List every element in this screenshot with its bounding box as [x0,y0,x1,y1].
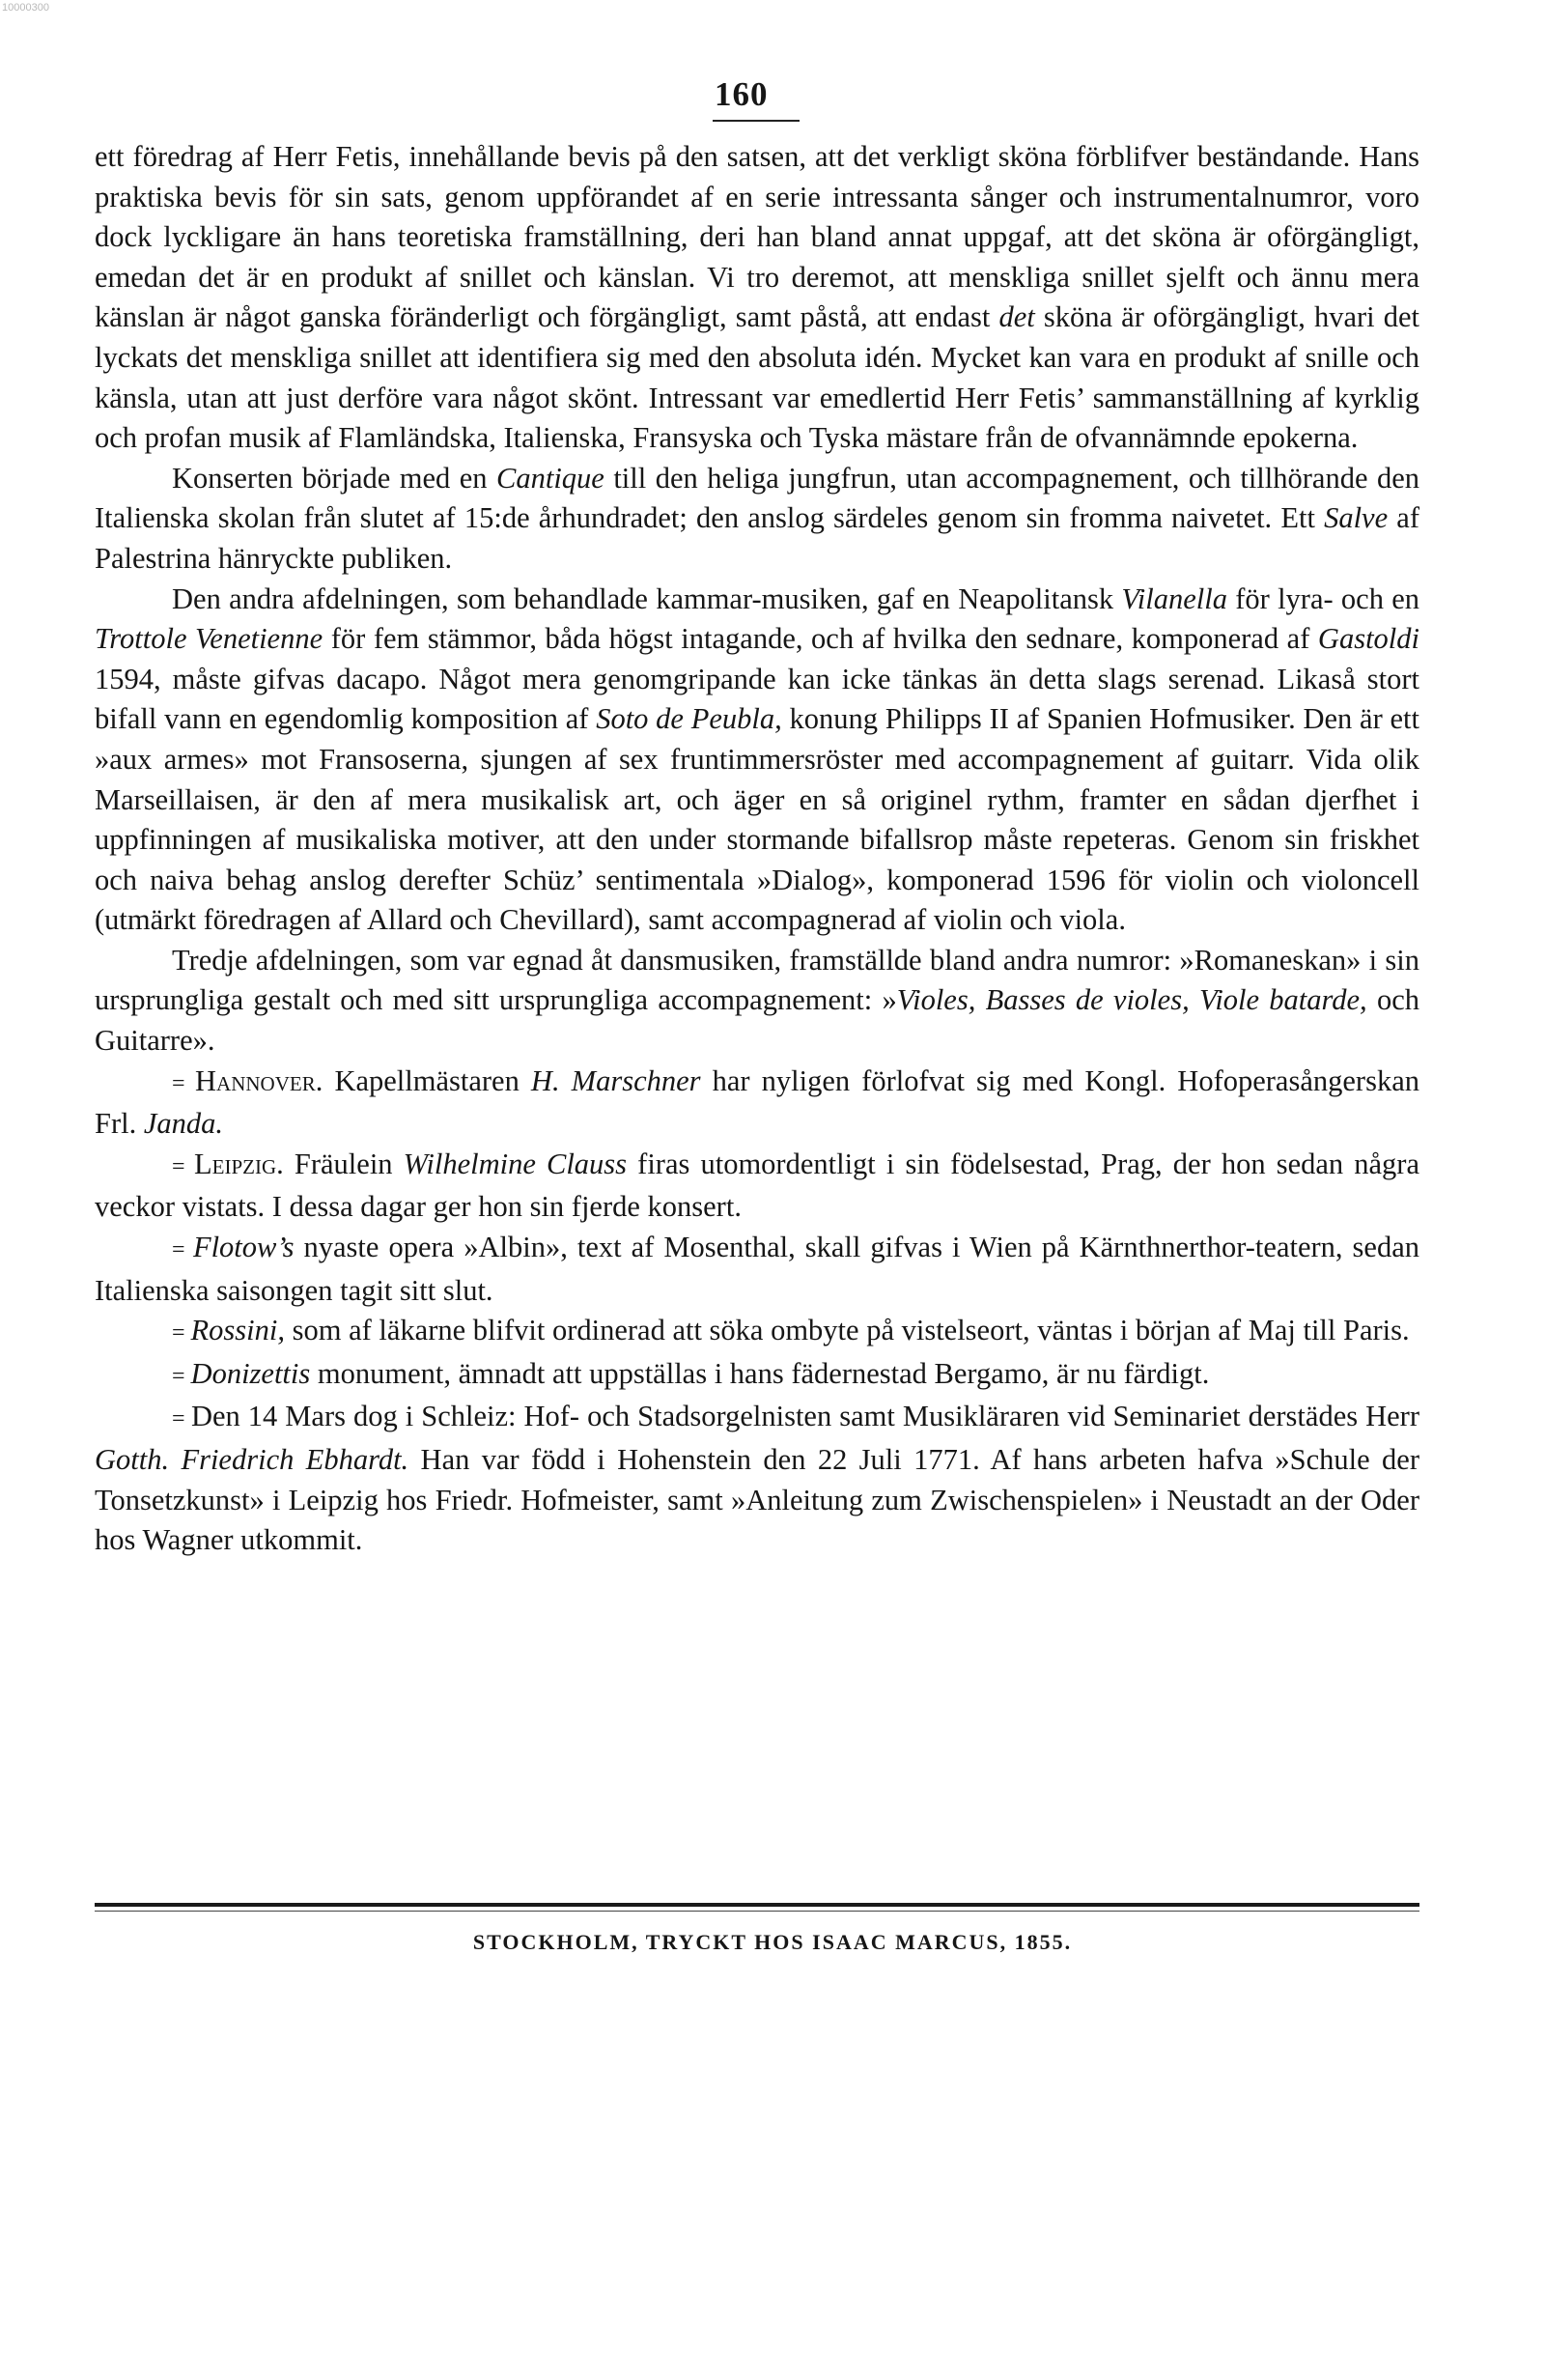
footer-rule-thin [95,1911,1419,1912]
text-run: har nyligen förlofvat sig med Kongl. Hofoperasångerskan Frl. [95,1063,1419,1141]
text-run: Den andra afdelningen, som behandlade kammar-musiken, gaf en Neapolitansk [172,581,1122,615]
text-run: Kapellmästaren [323,1063,531,1097]
italic-run: Salve [1324,501,1389,535]
italic-run: Violes, Basses de violes, Viole batarde, [896,983,1367,1017]
text-run: och Guitarre». [95,983,1419,1058]
place-heading: Leipzig. [194,1147,284,1180]
page-number: 160 [715,75,769,113]
text-run: konung Philipps II af Spanien Hofmusiker. Den är ett »aux armes» mot Fransoserna, sjungen af sex fruntimmersröster med accompagnement af guitarr. Vida olik Marseillaisen, är den af mera musikalisk art, och äger en så originel rythm, framter en sådan djerfhet i uppfinningen af musikaliska motiver, att den under stormande bifallsrop måste repeteras. Genom sin friskhet och naiva behag anslog derefter Schüz’ sentimentala »Dialog», komponerad 1596 för violin och violoncell (utmärkt föredragen af Allard och Chevillard), samt accompagnerad af violin och viola. [95,702,1419,937]
text-run: firas utomordentligt i sin födelsestad, Prag, der hon sedan några veckor vistats. I dessa dagar ger hon sin fjerde konsert. [95,1147,1419,1224]
news-item-flotow [95,1228,1419,1311]
printer-imprint: STOCKHOLM, TRYCKT HOS ISAAC MARCUS, 1855. [472,1930,1073,1954]
italic-run: Janda. [143,1107,224,1141]
italic-run: Gotth. Friedrich Ebhardt. [95,1443,409,1476]
italic-run: H. Marschner [530,1063,701,1097]
place-heading: Hannover. [195,1063,323,1097]
italic-run: Trottole Venetienne [95,622,323,656]
text-run: af Palestrina hänryckte publiken. [95,501,1419,575]
italic-run: det [998,300,1035,334]
text-run: Tredje afdelningen, som var egnad åt dansmusiken, framställde bland andra numror: »Romaneskan» i sin ursprungliga gestalt och med sitt ursprungliga accompagnement: » [95,943,1419,1017]
text-run: monument, ämnadt att uppställas i hans fädernestad Bergamo, är nu färdigt. [310,1356,1210,1390]
news-item-hannover [95,1062,1419,1145]
news-item-rossini [95,1311,1419,1354]
italic-run: Gastoldi [1317,622,1419,656]
italic-run: Flotow’s [192,1231,295,1264]
archive-id: 10000300 [2,2,49,14]
text-run: Fräulein [283,1147,404,1180]
italic-run: Donizettis [190,1356,311,1390]
news-item-leipzig [95,1145,1419,1228]
italic-run: Rossini, [190,1314,285,1347]
paragraph-concert-opening [95,459,1419,580]
italic-run: Soto de Peubla, [596,702,782,736]
news-separator: = [172,1237,193,1263]
italic-run: Cantique [496,461,604,495]
news-item-donizetti [95,1354,1419,1398]
text-run: som af läkarne blifvit ordinerad att söka ombyte på vistelseort, väntas i början af Maj till Paris. [285,1314,1410,1347]
text-run: Konserten började med en [172,461,497,495]
text-run: 1594, måste gifvas dacapo. Något mera genomgripande kan icke tänkas än detta slags serenad. Likaså stort bifall vann en egendomlig komposition af [95,662,1419,736]
news-separator: = [172,1070,196,1096]
news-item-obituary [95,1397,1419,1560]
italic-run: Wilhelmine Clauss [403,1147,628,1180]
news-separator: = [172,1153,195,1179]
footer-rule-thick [95,1903,1419,1907]
paragraph-dance-music [95,941,1419,1062]
paragraph-lecture-review [95,137,1419,459]
text-run: till den heliga jungfrun, utan accompagnement, och tillhörande den Italienska skolan från slutet af 15:de århundradet; den anslog särdeles genom sin fromma naivetet. Ett [95,461,1419,535]
article-body [95,137,1419,1561]
text-run: Han var född i Hohenstein den 22 Juli 1771. Af hans arbeten hafva »Schule der Tonsetzkunst» i Leipzig hos Friedr. Hofmeister, samt »Anleitung zum Zwischenspielen» i Neustadt an der Oder hos Wagner utkommit. [95,1443,1419,1557]
page-number-underline [713,120,800,122]
news-separator: = [172,1406,191,1432]
text-run: ett föredrag af Herr Fetis, innehållande bevis på den satsen, att det verkligt sköna förblifver beständande. Hans praktiska bevis för sin sats, genom uppförandet af en serie intressanta sånger och instrumentalnumror, voro dock lyckligare än hans teoretiska framställning, deri han bland annat uppgaf, att det sköna är oförgängligt, emedan det är en produkt af snillet och känslan. Vi tro deremot, att menskliga snillet sjelft och ännu mera känslan är något ganska föränderligt och förgängligt, samt påstå, att endast [95,140,1419,334]
text-run: sköna är oförgängligt, hvari det lyckats det menskliga snillet att identifiera sig med den absoluta idén. Mycket kan vara en produkt af snille och känsla, utan att just derföre vara något skönt. Intressant var emedlertid Herr Fetis’ sammanställning af kyrklig och profan musik af Flamländska, Italienska, Fransyska och Tyska mästare från de ofvannämnde epokerna. [95,300,1419,455]
paragraph-chamber-music [95,580,1419,941]
news-separator: = [172,1363,191,1389]
text-run: Den 14 Mars dog i Schleiz: Hof- och Stadsorgelnisten samt Musikläraren vid Seminariet derstädes Herr [190,1400,1419,1433]
news-separator: = [172,1320,191,1346]
text-run: nyaste opera »Albin», text af Mosenthal, skall gifvas i Wien på Kärnthnerthor-teatern, sedan Italienska saisongen tagit sitt slut. [95,1231,1419,1307]
text-run: för fem stämmor, båda högst intagande, och af hvilka den sednare, komponerad af [323,622,1318,656]
italic-run: Vilanella [1121,581,1227,615]
text-run: för lyra- och en [1226,581,1420,615]
